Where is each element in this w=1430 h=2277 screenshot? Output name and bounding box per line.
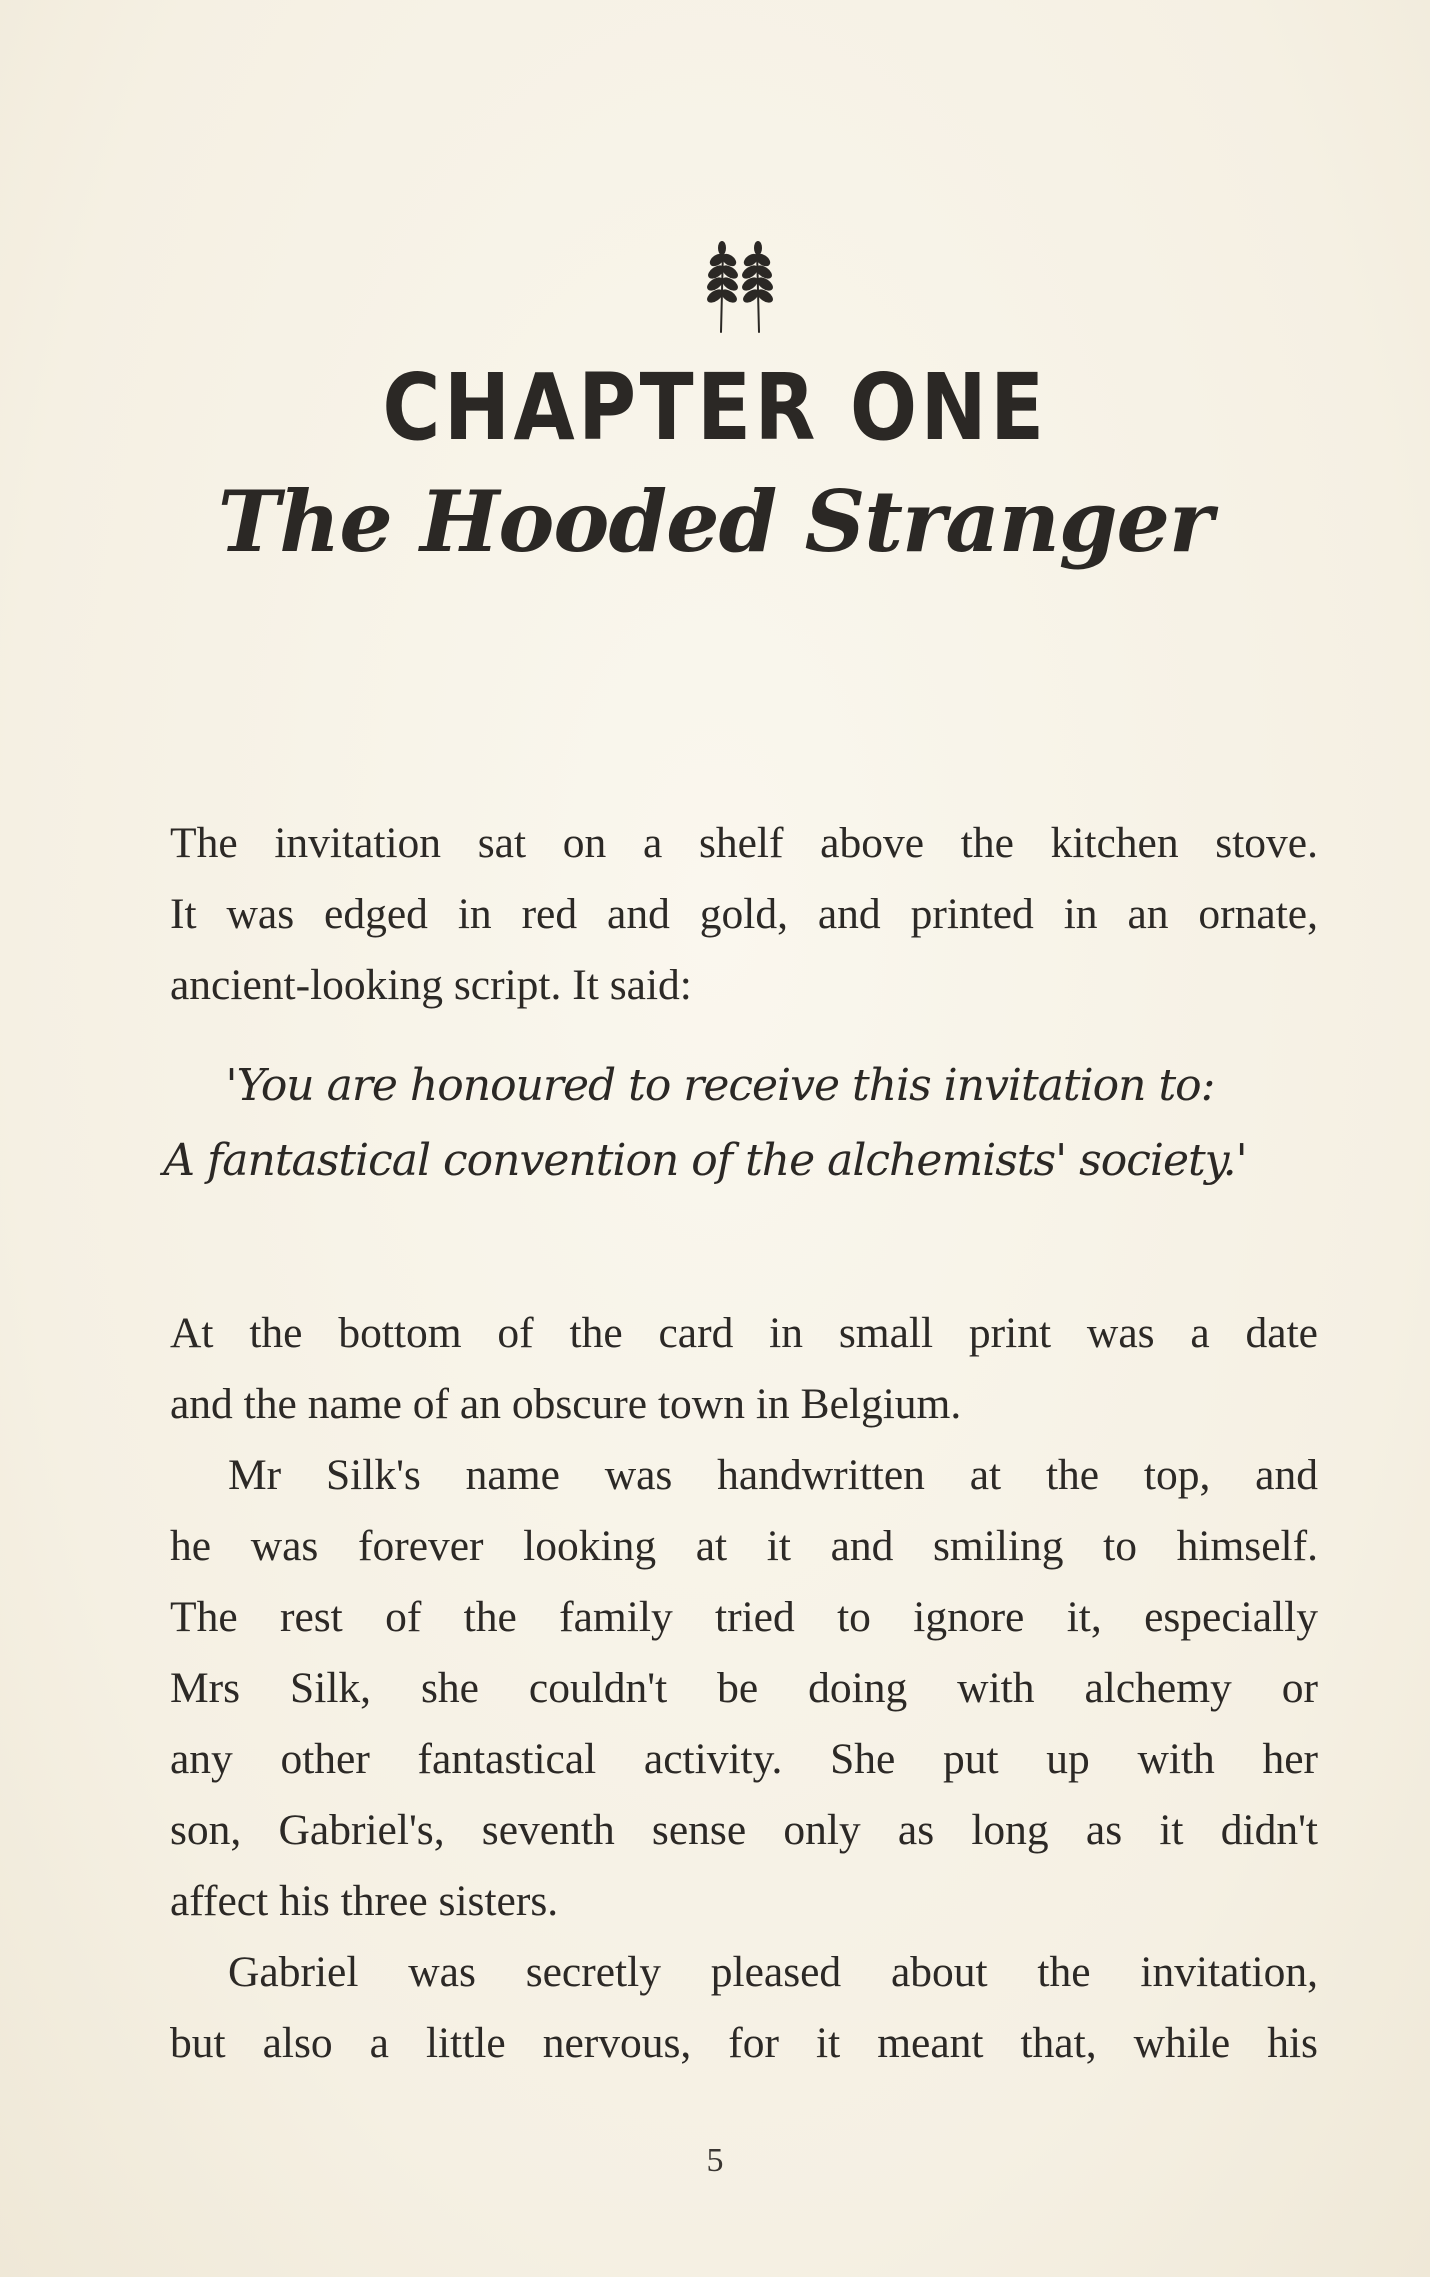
text-line: Gabriel was secretly pleased about the invitation, [228, 1948, 1318, 1996]
text-line: The rest of the family tried to ignore it, especially [170, 1593, 1318, 1641]
text-line: ancient-looking script. It said: [170, 961, 692, 1009]
text-line: affect his three sisters. [170, 1877, 559, 1925]
text-line: he was forever looking at it and smiling to himself. [170, 1522, 1318, 1570]
text-line: Mr Silk's name was handwritten at the top, and [228, 1451, 1318, 1499]
text-line: son, Gabriel's, seventh sense only as long as it didn't [170, 1806, 1318, 1854]
text-line: any other fantastical activity. She put up with her [170, 1735, 1318, 1783]
invitation-quote [0, 1048, 1430, 1198]
invitation-line: A fantastical convention of the alchemists' society.' [163, 1135, 1247, 1186]
text-line: At the bottom of the card in small print was a date [170, 1309, 1318, 1357]
page-number: 5 [706, 2142, 724, 2179]
chapter-title: The Hooded Stranger [217, 472, 1213, 571]
text-line: The invitation sat on a shelf above the kitchen stove. [170, 819, 1318, 867]
opening-paragraph [170, 808, 1318, 1021]
text-line: but also a little nervous, for it meant that, while his [170, 2019, 1318, 2067]
chapter-number-heading: CHAPTER ONE [382, 354, 1048, 461]
body-continuation [170, 1298, 1318, 2079]
text-line: and the name of an obscure town in Belgium. [170, 1380, 962, 1428]
text-line: Mrs Silk, she couldn't be doing with alchemy or [170, 1664, 1318, 1712]
wheat-sprigs-icon [695, 240, 785, 335]
text-line: It was edged in red and gold, and printed in an ornate, [170, 890, 1318, 938]
invitation-line: 'You are honoured to receive this invitation to: [225, 1060, 1215, 1111]
